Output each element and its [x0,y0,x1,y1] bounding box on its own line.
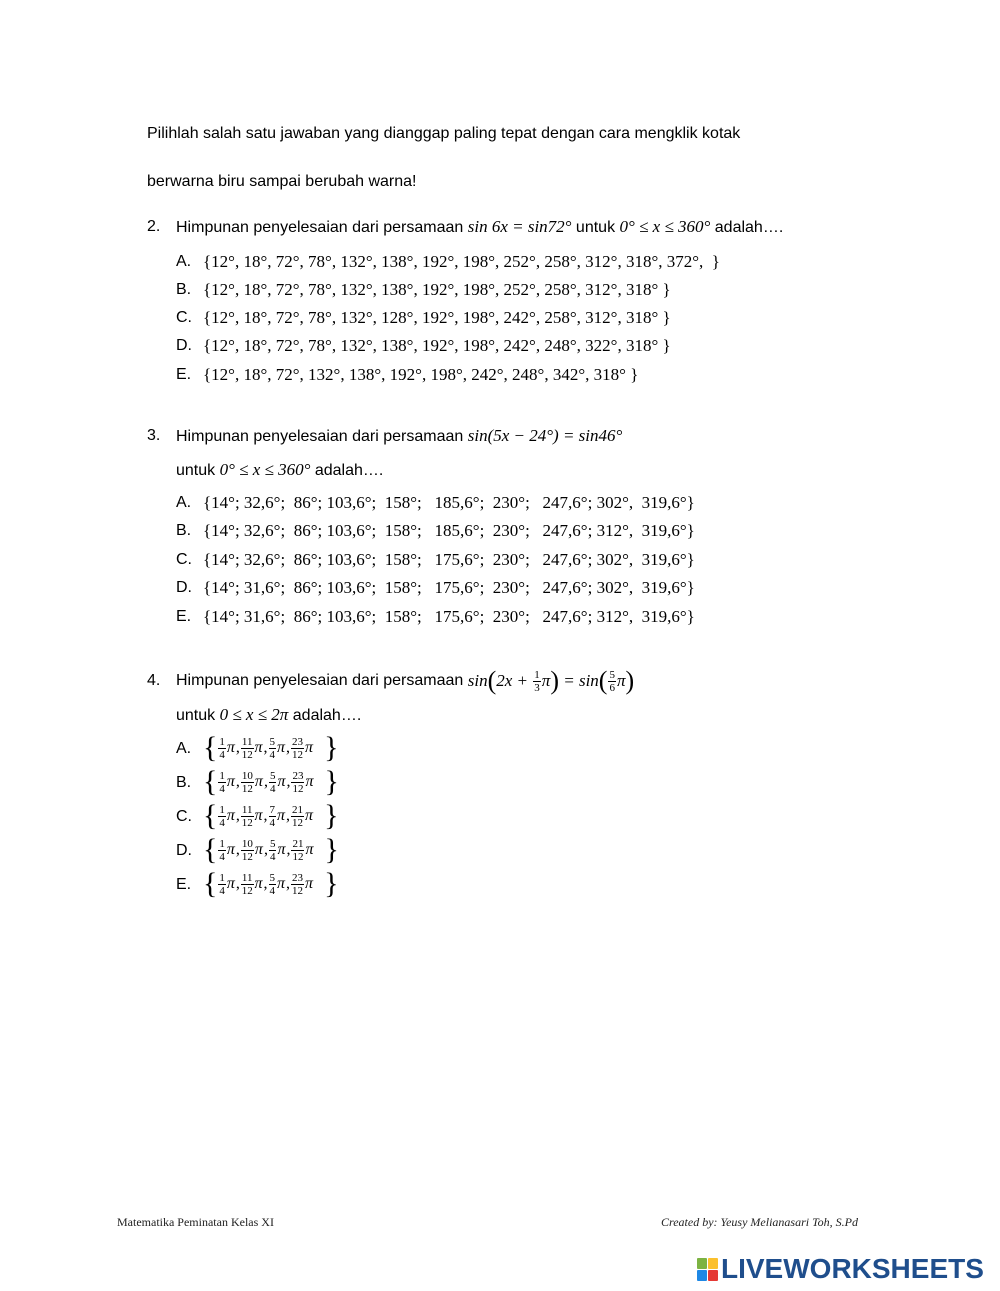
question-number: 2. [147,218,161,235]
fraction-denominator: 12 [241,884,253,897]
fraction-numerator: 23 [292,735,304,748]
equation: sin(5x − 24°) = sin46° [467,426,623,445]
question-text [176,666,635,695]
fraction-numerator: 21 [292,803,304,816]
question-prompt: Himpunan penyelesaian dari persamaan [176,219,468,236]
fraction-numerator: 7 [269,803,276,816]
footer-author: Created by: Yeusy Melianasari Toh, S.Pd [661,1215,858,1229]
range: 0 ≤ x ≤ 2π [219,705,289,724]
pi-symbol: π [616,671,626,690]
pi-symbol: π [277,841,286,858]
fraction [533,669,541,694]
question-range-line [176,460,383,481]
pi-symbol: π [305,875,314,892]
logo-block-e [708,1270,718,1281]
pi-symbol: π [541,671,551,690]
pi-symbol: π [305,739,314,756]
fraction-numerator: 11 [241,871,253,884]
instruction-line-2: berwarna biru sampai berubah warna! [147,173,417,190]
fraction [218,736,226,761]
option-letter: A. [176,253,192,270]
fraction-denominator: 12 [241,850,253,863]
option-value [203,765,339,799]
fraction [241,770,254,795]
fraction-denominator: 4 [219,748,225,761]
pi-symbol: π [305,773,314,790]
option-value: {14°; 32,6°; 86°; 103,6°; 158°; 175,6°; 230°; 247,6°; 302°, 319,6°} [203,550,695,569]
comma: , [235,875,240,892]
footer-course: Matematika Peminatan Kelas XI [117,1215,274,1229]
fraction-denominator: 6 [609,681,615,694]
fraction-denominator: 4 [269,782,276,795]
paren-open: ( [598,666,608,695]
pi-symbol: π [226,739,235,756]
fraction-denominator: 4 [269,850,276,863]
pi-symbol: π [305,841,314,858]
fraction-numerator: 21 [292,837,304,850]
pi-symbol: π [226,841,235,858]
option-letter: A. [176,740,192,757]
option-value: {12°, 18°, 72°, 78°, 132°, 138°, 192°, 198°, 242°, 248°, 322°, 318° } [203,336,671,355]
fraction [269,770,277,795]
fraction [269,736,277,761]
fraction-denominator: 4 [219,782,225,795]
logo-block-icon [697,1258,718,1281]
brace-close: } [324,765,339,798]
liveworksheets-logo[interactable] [697,1253,984,1285]
option-value [203,833,339,867]
option-value: {14°; 31,6°; 86°; 103,6°; 158°; 175,6°; 230°; 247,6°; 312°, 319,6°} [203,607,695,626]
pi-symbol: π [254,841,263,858]
option-letter: C. [176,808,192,825]
fraction [291,838,304,863]
fraction-denominator: 4 [269,816,276,829]
pi-symbol: π [277,875,286,892]
fraction-denominator: 12 [241,748,253,761]
option-letter: E. [176,876,192,893]
pi-symbol: π [254,807,263,824]
option-value: {14°; 32,6°; 86°; 103,6°; 158°; 185,6°; 230°; 247,6°; 302°, 319,6°} [203,493,695,512]
fraction-denominator: 12 [241,816,253,829]
option-value [203,867,338,901]
fraction-denominator: 12 [292,884,304,897]
fraction [269,838,277,863]
option-value [203,731,338,765]
fraction [218,872,226,897]
fraction [269,804,277,829]
question-prompt: Himpunan penyelesaian dari persamaan [176,428,468,445]
option-value: {12°, 18°, 72°, 132°, 138°, 192°, 198°, 242°, 248°, 342°, 318° } [203,365,639,384]
comma: , [263,807,268,824]
fraction-denominator: 4 [219,884,225,897]
question-range-line [176,705,361,726]
option-letter: B. [176,774,192,791]
fraction-denominator: 12 [292,782,304,795]
option-value [203,799,338,833]
comma: , [263,875,268,892]
fraction-numerator: 5 [269,735,276,748]
question-text [176,217,783,238]
question-end: adalah…. [710,219,784,236]
fraction-numerator: 1 [219,871,225,884]
pi-symbol: π [254,739,263,756]
brace-close: } [324,867,339,900]
fraction-numerator: 10 [241,769,253,782]
option-letter: E. [176,366,192,383]
equation: sin 6x = sin72° [467,217,572,236]
option-letter: C. [176,309,192,326]
fraction-numerator: 5 [609,668,615,681]
equation-sin: sin [467,671,488,690]
logo-text: LIVEWORKSHEETS [721,1253,984,1284]
pi-symbol: π [277,807,286,824]
logo-block-l [697,1258,707,1269]
comma: , [263,841,268,858]
question-connector: untuk [571,219,620,236]
comma: , [286,875,291,892]
pi-symbol: π [226,875,235,892]
pi-symbol: π [254,875,263,892]
fraction-denominator: 3 [534,681,540,694]
option-value: {14°; 32,6°; 86°; 103,6°; 158°; 185,6°; 230°; 247,6°; 312°, 319,6°} [203,521,695,540]
fraction-denominator: 12 [292,748,304,761]
comma: , [235,841,240,858]
fraction [291,872,304,897]
pi-symbol: π [226,807,235,824]
fraction-denominator: 12 [292,816,304,829]
fraction-denominator: 12 [241,782,253,795]
fraction-numerator: 5 [269,769,276,782]
range-prefix: untuk [176,462,220,479]
fraction [218,804,226,829]
fraction-numerator: 1 [219,803,225,816]
range: 0° ≤ x ≤ 360° [219,460,311,479]
fraction [241,804,254,829]
comma: , [286,773,291,790]
fraction-denominator: 4 [269,884,276,897]
fraction [218,838,226,863]
pi-symbol: π [277,773,286,790]
option-value: {14°; 31,6°; 86°; 103,6°; 158°; 175,6°; 230°; 247,6°; 302°, 319,6°} [203,578,695,597]
brace-open: { [203,867,218,900]
option-letter: E. [176,608,192,625]
fraction [608,669,616,694]
comma: , [235,807,240,824]
comma: , [235,773,240,790]
brace-open: { [203,833,218,866]
fraction-numerator: 1 [534,668,540,681]
option-value: {12°, 18°, 72°, 78°, 132°, 138°, 192°, 198°, 252°, 258°, 312°, 318°, 372°, } [203,252,720,271]
fraction [291,736,304,761]
option-value: {12°, 18°, 72°, 78°, 132°, 138°, 192°, 198°, 252°, 258°, 312°, 318° } [203,280,671,299]
fraction-numerator: 11 [241,803,253,816]
logo-block-i [708,1258,718,1269]
fraction-numerator: 1 [219,735,225,748]
pi-symbol: π [254,773,263,790]
option-letter: D. [176,579,192,596]
fraction-numerator: 1 [219,769,225,782]
comma: , [263,773,268,790]
comma: , [286,739,291,756]
question-text [176,426,622,447]
fraction-numerator: 5 [269,837,276,850]
option-letter: B. [176,281,192,298]
range: 0° ≤ x ≤ 360° [619,217,711,236]
option-letter: B. [176,522,192,539]
brace-close: } [324,833,339,866]
fraction [269,872,277,897]
comma: , [235,739,240,756]
comma: , [286,841,291,858]
fraction-denominator: 12 [292,850,304,863]
pi-symbol: π [226,773,235,790]
fraction-denominator: 4 [219,850,225,863]
equation-rhs: = sin [558,671,599,690]
fraction [241,736,254,761]
paren-close: ) [625,666,635,695]
comma: , [286,807,291,824]
brace-open: { [203,731,218,764]
range-prefix: untuk [176,707,220,724]
logo-block-v [697,1270,707,1281]
option-letter: D. [176,842,192,859]
fraction-numerator: 1 [219,837,225,850]
question-prompt: Himpunan penyelesaian dari persamaan [176,672,468,689]
option-value: {12°, 18°, 72°, 78°, 132°, 128°, 192°, 198°, 242°, 258°, 312°, 318° } [203,308,671,327]
fraction-numerator: 23 [292,871,304,884]
pi-symbol: π [277,739,286,756]
fraction [291,770,304,795]
pi-symbol: π [305,807,314,824]
brace-open: { [203,765,218,798]
question-end: adalah…. [288,707,362,724]
fraction [241,838,254,863]
paren-close: ) [550,666,559,695]
fraction-numerator: 10 [241,837,253,850]
brace-open: { [203,799,218,832]
paren-open: ( [487,666,497,695]
fraction [291,804,304,829]
fraction-numerator: 23 [292,769,304,782]
fraction-numerator: 11 [241,735,253,748]
question-number: 3. [147,427,161,444]
fraction-denominator: 4 [269,748,276,761]
question-number: 4. [147,672,161,689]
option-letter: D. [176,337,192,354]
option-letter: C. [176,551,192,568]
comma: , [263,739,268,756]
fraction-numerator: 5 [269,871,276,884]
instruction-line-1: Pilihlah salah satu jawaban yang dianggap paling tepat dengan cara mengklik kotak [147,125,741,142]
brace-close: } [324,799,339,832]
fraction [241,872,254,897]
equation-inner: 2x + [496,671,533,690]
option-letter: A. [176,494,192,511]
fraction-denominator: 4 [219,816,225,829]
brace-close: } [324,731,339,764]
question-end: adalah…. [310,462,384,479]
fraction [218,770,226,795]
